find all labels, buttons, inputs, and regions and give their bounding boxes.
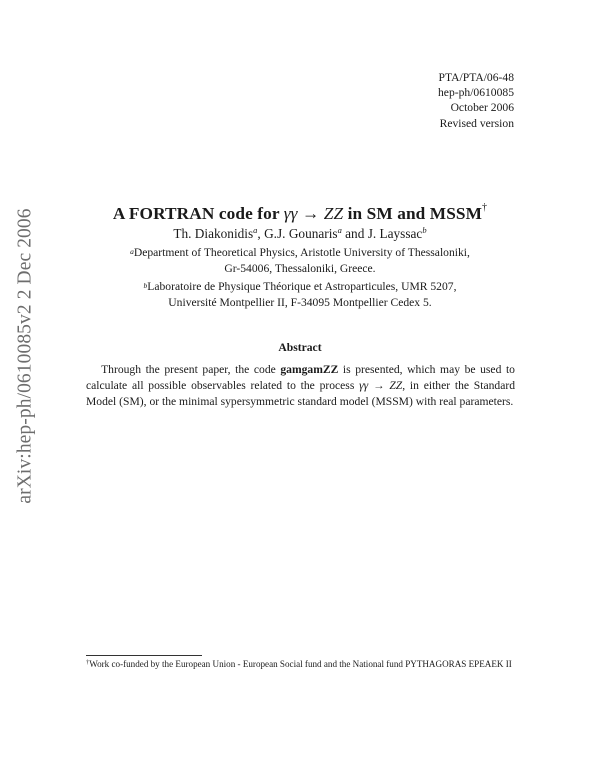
footnote-divider — [86, 655, 202, 656]
footnote-mark: † — [86, 659, 90, 666]
title-process: γγ → ZZ — [283, 204, 344, 223]
author-separator: , — [257, 226, 265, 241]
author-affiliation-mark: a — [253, 225, 258, 235]
paper-title — [0, 204, 600, 224]
affiliation-b-line1: $^b$Laboratoire de Physique Théorique et Astroparticules, UMR 5207, — [143, 280, 457, 293]
arxiv-side-identifier-text: arXiv:hep-ph/0610085v2 2 Dec 2006 — [15, 208, 37, 504]
affiliation-a-line2: Gr-54006, Thessaloniki, Greece. — [224, 262, 376, 275]
abstract-text: Through the present paper, the code gamgamZZ is presented, which may be used to calculate all possible observables related to the process γγ → ZZ, in either the Standard Model (SM), or the minimal sypersymmetric standard model (MSSM) with real parameters. — [86, 363, 515, 408]
affiliation-a — [0, 245, 600, 277]
report-date: October 2006 — [450, 101, 514, 115]
footnote-text: Work co-funded by the European Union - European Social fund and the National fund PYTHAGORAS EPEAEK II — [89, 659, 512, 669]
abstract-heading: Abstract — [278, 341, 322, 354]
title-prefix: A FORTRAN code for — [112, 204, 284, 223]
author-separator: and — [341, 226, 368, 241]
report-header — [438, 70, 514, 131]
title-footnote-mark: † — [482, 202, 488, 213]
author-name: J. Layssac — [367, 226, 423, 241]
author-list — [0, 226, 600, 242]
affiliation-a-mark: a — [130, 247, 134, 256]
author-affiliation-mark: a — [337, 225, 342, 235]
author-name: G.J. Gounaris — [264, 226, 338, 241]
abstract-process: γγ → ZZ — [359, 379, 403, 392]
affiliation-b-line2: Université Montpellier II, F-34095 Montpellier Cedex 5. — [168, 296, 432, 309]
report-number: PTA/PTA/06-48 — [438, 71, 514, 84]
report-version: Revised version — [439, 116, 514, 130]
affiliation-b-mark: b — [143, 281, 148, 290]
affiliation-b — [0, 279, 600, 311]
code-name: gamgamZZ — [280, 363, 339, 376]
arxiv-number: hep-ph/0610085 — [438, 86, 514, 100]
footnote — [86, 658, 515, 671]
author-name: Th. Diakonidis — [173, 226, 254, 241]
author-affiliation-mark: b — [422, 225, 427, 235]
title-suffix: in SM and MSSM — [343, 204, 483, 223]
affiliation-a-line1: $^a$Department of Theoretical Physics, Aristotle University of Thessaloniki, — [130, 246, 470, 259]
